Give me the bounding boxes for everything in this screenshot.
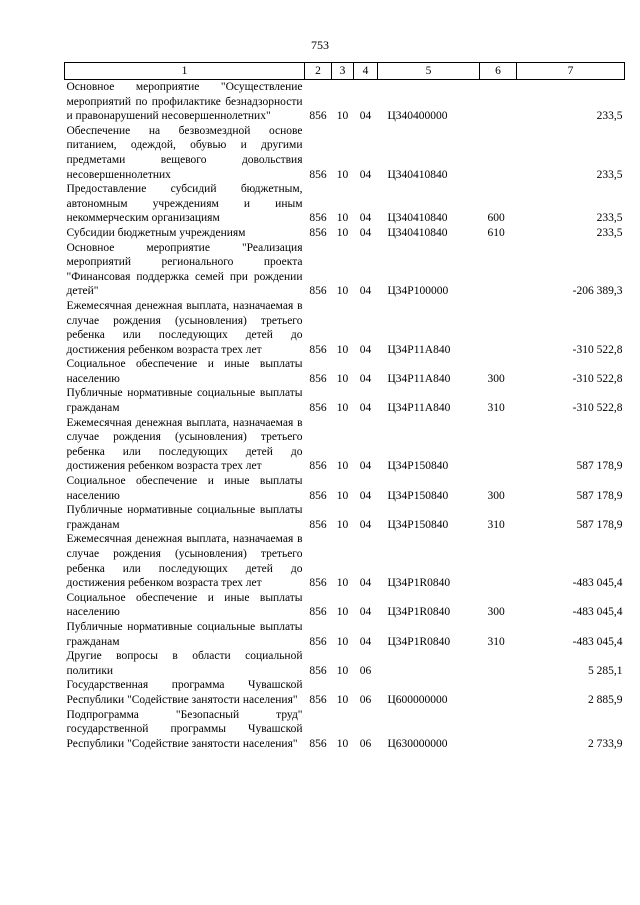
row-target-article: Ц340410840	[387, 168, 448, 181]
row-section-code: 10	[336, 693, 349, 706]
row-subsection-code: 04	[359, 518, 372, 531]
row-ministry-code: 856	[309, 518, 327, 531]
row-subsection-code: 04	[359, 110, 372, 123]
row-section-code: 10	[336, 518, 349, 531]
row-target-article: Ц340400000	[387, 110, 448, 123]
row-subsection-code: 06	[359, 737, 372, 750]
row-subsection-code: 04	[359, 343, 372, 356]
row-amount: 5 285,1	[588, 664, 623, 677]
column-header: 6	[480, 63, 517, 80]
row-section-code: 10	[336, 372, 349, 385]
row-expense-type: 310	[487, 402, 505, 415]
row-expense-type	[480, 708, 517, 752]
row-section-code: 10	[336, 343, 349, 356]
column-header: 1	[65, 63, 305, 80]
row-ministry-code: 856	[309, 226, 327, 239]
row-expense-type	[480, 241, 517, 299]
table-row	[65, 416, 625, 474]
table-row	[65, 591, 625, 620]
table-row	[65, 620, 625, 649]
column-header: 3	[332, 63, 354, 80]
row-section-code: 10	[336, 737, 349, 750]
row-expense-type: 300	[487, 606, 505, 619]
table-row	[65, 503, 625, 532]
row-subsection-code: 04	[359, 372, 372, 385]
row-subsection-code: 04	[359, 285, 372, 298]
budget-table	[64, 62, 625, 751]
row-section-code: 10	[336, 285, 349, 298]
row-section-code: 10	[336, 577, 349, 590]
row-target-article: Ц340410840	[387, 226, 448, 239]
table-row	[65, 532, 625, 590]
row-subsection-code: 06	[359, 693, 372, 706]
row-expense-type	[480, 124, 517, 182]
row-ministry-code: 856	[309, 577, 327, 590]
row-amount: 233,5	[596, 226, 623, 239]
row-expense-type: 300	[487, 489, 505, 502]
table-row	[65, 299, 625, 357]
row-expense-type	[480, 416, 517, 474]
row-expense-type	[480, 678, 517, 707]
row-subsection-code: 04	[359, 635, 372, 648]
table-row	[65, 124, 625, 182]
row-amount: 233,5	[596, 212, 623, 225]
row-subsection-code: 04	[359, 577, 372, 590]
row-expense-type: 600	[487, 212, 505, 225]
table-row	[65, 708, 625, 752]
row-name-cell: Основное мероприятие "Реализация мероприятий регионального проекта "Финансовая поддержка семей при рождении детей"	[66, 241, 303, 298]
row-target-article: Ц630000000	[387, 737, 448, 750]
row-target-article: Ц340410840	[387, 212, 448, 225]
row-target-article: Ц34P11A840	[387, 402, 451, 415]
row-name-cell: Публичные нормативные социальные выплаты гражданам	[66, 620, 303, 648]
row-section-code: 10	[336, 635, 349, 648]
row-amount: 2 733,9	[588, 737, 623, 750]
row-subsection-code: 04	[359, 168, 372, 181]
row-name-cell: Ежемесячная денежная выплата, назначаемая в случае рождения (усыновления) третьего ребенка или последующих детей до достижения ребенком возраста трех лет	[66, 416, 303, 473]
row-section-code: 10	[336, 168, 349, 181]
table-row	[65, 357, 625, 386]
row-name-cell: Публичные нормативные социальные выплаты гражданам	[66, 504, 303, 531]
table-row	[65, 678, 625, 707]
row-target-article: Ц34P1R0840	[387, 635, 451, 648]
row-expense-type	[480, 80, 517, 124]
column-header: 2	[305, 63, 332, 80]
row-amount: -310 522,8	[572, 372, 623, 385]
table-row	[65, 182, 625, 226]
row-ministry-code: 856	[309, 737, 327, 750]
page-number: 753	[311, 38, 329, 52]
row-amount: 587 178,9	[576, 489, 623, 502]
row-ministry-code: 856	[309, 343, 327, 356]
row-ministry-code: 856	[309, 110, 327, 123]
row-subsection-code: 04	[359, 489, 372, 502]
row-section-code: 10	[336, 110, 349, 123]
row-target-article: Ц600000000	[387, 693, 448, 706]
row-section-code: 10	[336, 664, 349, 677]
table-row	[65, 241, 625, 299]
row-name-cell: Социальное обеспечение и иные выплаты населению	[66, 475, 303, 502]
row-ministry-code: 856	[309, 168, 327, 181]
table-row	[65, 80, 625, 124]
row-amount: -206 389,3	[572, 285, 623, 298]
row-ministry-code: 856	[309, 460, 327, 473]
table-row	[65, 474, 625, 503]
row-subsection-code: 04	[359, 402, 372, 415]
row-name-cell: Основное мероприятие "Осуществление мероприятий по профилактике безнадзорности и правонарушений несовершеннолетних"	[66, 81, 303, 123]
row-amount: -483 045,4	[572, 606, 623, 619]
row-expense-type	[480, 532, 517, 590]
row-section-code: 10	[336, 402, 349, 415]
row-target-article: Ц34P150840	[387, 460, 449, 473]
row-expense-type: 610	[487, 226, 505, 239]
row-amount: -483 045,4	[572, 577, 623, 590]
table-row	[65, 386, 625, 415]
row-ministry-code: 856	[309, 285, 327, 298]
row-amount: 587 178,9	[576, 460, 623, 473]
row-name-cell: Ежемесячная денежная выплата, назначаемая в случае рождения (усыновления) третьего ребенка или последующих детей до достижения ребенком возраста трех лет	[66, 533, 303, 590]
row-ministry-code: 856	[309, 372, 327, 385]
row-section-code: 10	[336, 606, 349, 619]
row-ministry-code: 856	[309, 402, 327, 415]
row-target-article: Ц34P1R0840	[387, 606, 451, 619]
row-ministry-code: 856	[309, 635, 327, 648]
row-target-article: Ц34P100000	[387, 285, 449, 298]
row-name-cell: Предоставление субсидий бюджетным, автономным учреждениям и иным некоммерческим организациям	[66, 183, 303, 225]
table-row	[65, 226, 625, 241]
row-section-code: 10	[336, 226, 349, 239]
row-amount: -483 045,4	[572, 635, 623, 648]
row-target-article: Ц34P11A840	[387, 372, 451, 385]
row-subsection-code: 04	[359, 226, 372, 239]
row-amount: 587 178,9	[576, 518, 623, 531]
row-amount: 233,5	[596, 168, 623, 181]
row-ministry-code: 856	[309, 212, 327, 225]
row-name-cell: Подпрограмма "Безопасный труд" государственной программы Чувашской Республики "Содействие занятости населения"	[66, 708, 303, 750]
row-section-code: 10	[336, 212, 349, 225]
row-expense-type	[480, 649, 517, 678]
row-target-article	[378, 649, 480, 678]
row-name-cell: Публичные нормативные социальные выплаты гражданам	[66, 387, 303, 415]
column-header: 4	[354, 63, 378, 80]
row-target-article: Ц34P1R0840	[387, 577, 451, 590]
table-header-row	[65, 63, 625, 80]
row-name-cell: Субсидии бюджетным учреждениям	[66, 226, 246, 239]
row-ministry-code: 856	[309, 693, 327, 706]
row-amount: -310 522,8	[572, 402, 623, 415]
row-expense-type: 300	[487, 372, 505, 385]
row-section-code: 10	[336, 460, 349, 473]
row-amount: 233,5	[596, 110, 623, 123]
table-row	[65, 649, 625, 678]
row-name-cell: Социальное обеспечение и иные выплаты населению	[66, 358, 303, 385]
row-target-article: Ц34P11A840	[387, 343, 451, 356]
row-ministry-code: 856	[309, 489, 327, 502]
row-name-cell: Ежемесячная денежная выплата, назначаемая в случае рождения (усыновления) третьего ребенка или последующих детей до достижения ребенком возраста трех лет	[66, 299, 303, 356]
table-body	[65, 80, 625, 752]
row-ministry-code: 856	[309, 606, 327, 619]
row-expense-type: 310	[487, 518, 505, 531]
column-header: 7	[517, 63, 625, 80]
row-name-cell: Государственная программа Чувашской Республики "Содействие занятости населения"	[66, 679, 303, 706]
row-amount: 2 885,9	[588, 693, 623, 706]
row-expense-type: 310	[487, 635, 505, 648]
row-subsection-code: 04	[359, 606, 372, 619]
row-expense-type	[480, 299, 517, 357]
row-subsection-code: 04	[359, 460, 372, 473]
row-target-article: Ц34P150840	[387, 489, 449, 502]
row-name-cell: Другие вопросы в области социальной политики	[66, 650, 303, 677]
row-ministry-code: 856	[309, 664, 327, 677]
row-name-cell: Обеспечение на безвозмездной основе питанием, одеждой, обувью и другими предметами вещевого довольствия несовершеннолетних	[66, 124, 303, 181]
row-subsection-code: 04	[359, 212, 372, 225]
row-target-article: Ц34P150840	[387, 518, 449, 531]
row-section-code: 10	[336, 489, 349, 502]
row-subsection-code: 06	[359, 664, 372, 677]
row-name-cell: Социальное обеспечение и иные выплаты населению	[66, 591, 303, 619]
column-header: 5	[378, 63, 480, 80]
row-amount: -310 522,8	[572, 343, 623, 356]
